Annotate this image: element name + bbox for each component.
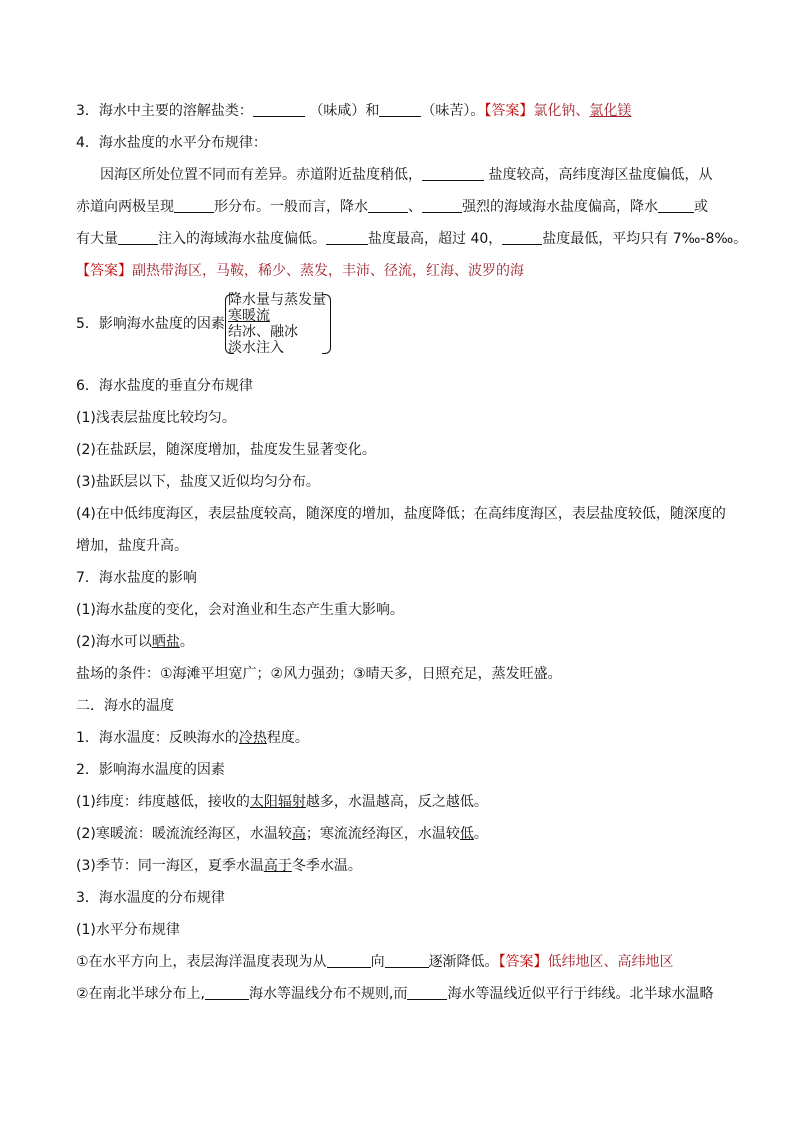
text: ①在水平方向上，表层海洋温度表现为从 (76, 954, 327, 970)
answer-text: 副热带海区，马鞍，稀少、蒸发，丰沛、径流，红海、波罗的海 (132, 263, 524, 279)
text: (3)季节：同一海区，夏季水温 (76, 858, 264, 874)
q6-line-4-cont: 增加，盐度升高。 (76, 538, 188, 554)
text: 越多，水温越高，反之越低。 (305, 794, 488, 810)
q6-line-2: (2)在盐跃层，随深度增加，盐度发生显著变化。 (76, 442, 376, 458)
answer-blank (174, 198, 214, 213)
answer-blank (327, 953, 371, 968)
text: 注入的海域海水盐度偏低。 (158, 231, 326, 247)
text: 盐度最低，平均只有 7‰-8‰。 (542, 231, 748, 247)
q4-heading: 4．海水盐度的水平分布规律： (76, 135, 267, 151)
sec2-item-2: 2．影响海水温度的因素 (76, 762, 225, 778)
text: ②在南北半球分布上, (76, 986, 206, 1002)
sec2-item-3: 3．海水温度的分布规律 (76, 890, 225, 906)
text: 高 (291, 826, 306, 842)
text: (2)海水可以 (76, 634, 152, 650)
answer-text: 氯化钠 (533, 103, 576, 119)
factor-item: 淡水注入 (228, 340, 284, 356)
text: 赤道向两极呈现 (76, 199, 174, 215)
text: 1．海水温度：反映海水的 (76, 730, 239, 746)
text: 形分布。一般而言，降水 (214, 199, 368, 215)
q7-line-1: (1)海水盐度的变化，会对渔业和生态产生重大影响。 (76, 602, 404, 618)
answer-blank (422, 198, 462, 213)
sec2-item-3-circle-1 (76, 952, 674, 972)
text: 海水等温线近似平行于纬线。北半球水温略 (447, 986, 714, 1002)
factor-item: 寒暖流 (228, 308, 270, 324)
answer-blank (385, 953, 429, 968)
factor-item: 结冰、融冰 (228, 324, 298, 340)
answer-blank (658, 198, 694, 213)
text: 因海区所处位置不同而有差异。赤道附近盐度稍低， (100, 167, 422, 183)
text: ；寒流流经海区，水温较 (305, 826, 460, 842)
text: 向 (370, 954, 385, 970)
q6-line-4: (4)在中低纬度海区，表层盐度较高，随深度的增加，盐度降低；在高纬度海区，表层盐度较低，随深度的 (76, 506, 726, 522)
q7-heading: 7．海水盐度的影响 (76, 570, 197, 586)
q3-text: （味咸）和 (309, 103, 380, 119)
text: 有大量 (76, 231, 118, 247)
text: 、 (408, 199, 422, 215)
text: 盐度较高，高纬度海区盐度偏低，从 (488, 167, 713, 183)
q3-line (76, 101, 631, 121)
answer-blank (205, 985, 249, 1000)
sec2-item-2-line-1 (76, 792, 488, 812)
q4-answer (76, 261, 524, 281)
text: 程度。 (266, 730, 309, 746)
text: 晒盐 (151, 634, 180, 650)
text: 冷热 (238, 730, 267, 746)
text: 逐渐降低。 (428, 954, 499, 970)
section-2-heading: 二．海水的温度 (76, 698, 174, 714)
sec2-item-2-line-3 (76, 856, 362, 876)
q5-factor-list (228, 292, 326, 356)
text: 高于 (263, 858, 292, 874)
answer-blank (326, 230, 368, 245)
sec2-item-1 (76, 728, 309, 748)
q4-para-line-1 (100, 165, 712, 185)
text: 低 (459, 826, 474, 842)
q3-text: 3．海水中主要的溶解盐类： (76, 103, 253, 119)
text: 。 (473, 826, 488, 842)
answer-blank (253, 102, 305, 117)
text: 冬季水温。 (291, 858, 362, 874)
answer-tag: 【答案】 (484, 103, 534, 119)
answer-blank (407, 985, 447, 1000)
text: 。 (179, 634, 194, 650)
answer-blank (379, 102, 421, 117)
answer-tag: 【答案】 (76, 263, 132, 279)
text: 海水等温线分布不规则,而 (249, 986, 408, 1002)
q6-line-1: (1)浅表层盐度比较均匀。 (76, 410, 236, 426)
text: 强烈的海域海水盐度偏高，降水 (462, 199, 658, 215)
sec2-item-2-line-2 (76, 824, 488, 844)
answer-text: 氯化镁 (589, 103, 632, 119)
text: 或 (694, 199, 708, 215)
q7-line-2 (76, 632, 194, 652)
answer-blank (502, 230, 542, 245)
text: (1)纬度：纬度越低，接收的 (76, 794, 250, 810)
answer-blank (422, 166, 484, 181)
answer-blank (368, 198, 408, 213)
q5-label: 5．影响海水盐度的因素 (76, 316, 225, 332)
q4-para-line-2 (76, 197, 708, 217)
text: (2)寒暖流：暖流流经海区，水温较 (76, 826, 292, 842)
answer-sep: 、 (575, 103, 590, 119)
text: 太阳辐射 (249, 794, 306, 810)
sec2-item-3-line-1: (1)水平分布规律 (76, 922, 180, 938)
answer-blank (118, 230, 158, 245)
q4-para-line-3 (76, 229, 747, 249)
q3-text: （味苦）。 (421, 103, 485, 119)
right-brace (322, 294, 331, 354)
q6-heading: 6．海水盐度的垂直分布规律 (76, 378, 253, 394)
text: 盐度最高，超过 40， (368, 231, 503, 247)
factor-item: 降水量与蒸发量 (228, 292, 326, 308)
q6-line-3: (3)盐跃层以下，盐度又近似均匀分布。 (76, 474, 320, 490)
q7-line-3: 盐场的条件：①海滩平坦宽广；②风力强劲；③晴天多，日照充足，蒸发旺盛。 (76, 666, 562, 682)
answer-tag: 【答案】 (498, 954, 548, 970)
sec2-item-3-circle-2 (76, 984, 713, 1004)
answer-text: 低纬地区、高纬地区 (547, 954, 674, 970)
